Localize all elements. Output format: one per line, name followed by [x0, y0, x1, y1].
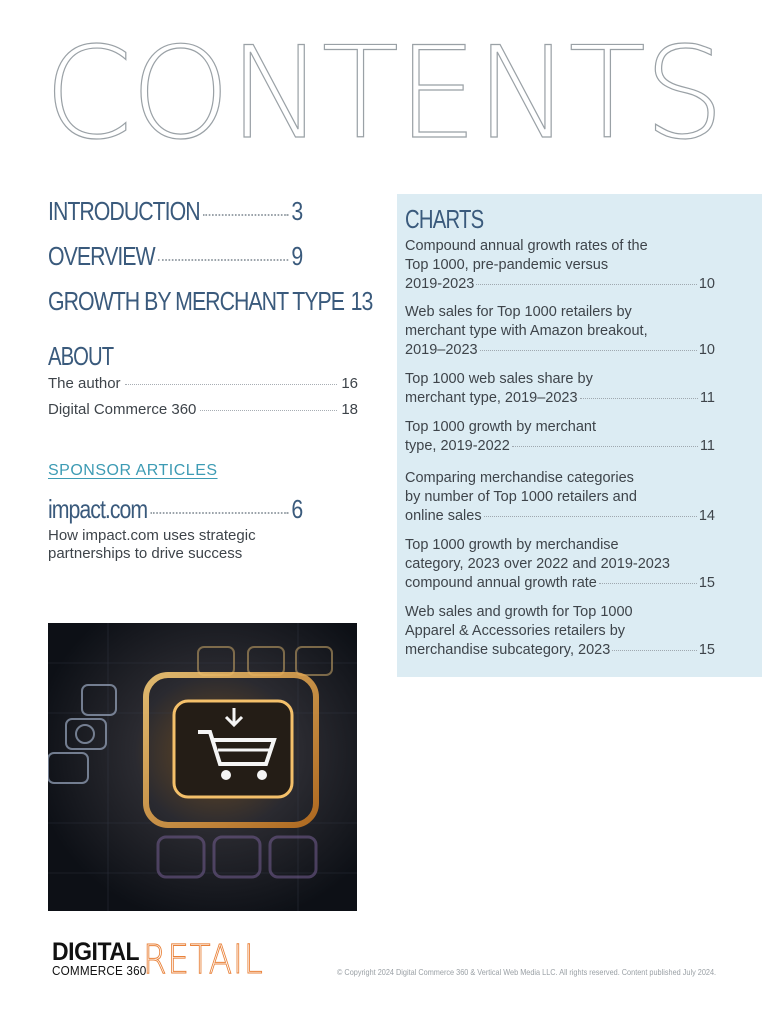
leader-dots: [612, 650, 697, 651]
chart-entry-line: 2019-2023: [405, 276, 475, 292]
chart-entry[interactable]: [405, 536, 715, 593]
chart-entry-line: type, 2019-2022: [405, 438, 510, 454]
leader-dots: [476, 284, 697, 285]
logo-commerce-360: COMMERCE 360: [52, 963, 147, 978]
leader-dots: [599, 583, 697, 584]
leader-dots: [150, 512, 288, 514]
chart-page: 11: [699, 390, 715, 406]
about-heading: ABOUT: [48, 341, 114, 371]
chart-entry-line: Web sales for Top 1000 retailers by: [405, 304, 632, 320]
chart-entry[interactable]: [405, 237, 715, 294]
chart-entry-line: merchant type, 2019–2023: [405, 390, 578, 406]
toc-page: 13: [350, 286, 373, 316]
copyright-notice: © Copyright 2024 Digital Commerce 360 & Vertical Web Media LLC. All rights reserved. Content published July 2024.: [337, 967, 717, 977]
chart-entry-line: Top 1000, pre-pandemic versus: [405, 257, 609, 273]
chart-entry[interactable]: [405, 303, 715, 360]
leader-dots: [484, 516, 697, 517]
sponsor-articles-heading[interactable]: SPONSOR ARTICLES: [48, 462, 218, 479]
chart-entry-line: Comparing merchandise categories: [405, 470, 634, 486]
chart-entry[interactable]: [405, 469, 715, 526]
logo-retail: RETAIL: [143, 937, 264, 983]
page-title: CONTENTS: [44, 19, 723, 167]
chart-page: 10: [698, 342, 715, 358]
toc-item-digital-commerce-360[interactable]: [48, 401, 358, 418]
chart-entry-line: compound annual growth rate: [405, 575, 597, 591]
toc-label: GROWTH BY MERCHANT TYPE: [48, 286, 345, 316]
chart-entry-line: Top 1000 growth by merchant: [405, 419, 597, 435]
chart-entry-line: merchandise subcategory, 2023: [405, 642, 611, 658]
chart-entry[interactable]: [405, 370, 715, 408]
sponsor-description: How impact.com uses strategic partnerships to drive success: [48, 527, 256, 562]
chart-entry-line: online sales: [405, 508, 482, 524]
chart-entry-line: 2019–2023: [405, 342, 478, 358]
leader-dots: [203, 214, 288, 216]
toc-item-introduction[interactable]: [48, 196, 302, 227]
leader-dots: [512, 446, 698, 447]
toc-page: 9: [291, 241, 303, 271]
chart-entry-line: Top 1000 growth by merchandise: [405, 537, 619, 553]
chart-entry[interactable]: [405, 603, 715, 660]
toc-item-author[interactable]: [48, 375, 358, 392]
toc-label: OVERVIEW: [48, 241, 155, 271]
chart-entry[interactable]: [405, 418, 715, 456]
toc-item-impact[interactable]: [48, 494, 302, 525]
chart-page: 11: [699, 438, 715, 454]
leader-dots: [125, 384, 338, 385]
chart-entry-line: by number of Top 1000 retailers and: [405, 489, 637, 505]
chart-entry-line: category, 2023 over 2022 and 2019-2023: [405, 556, 670, 572]
toc-page: 16: [341, 375, 358, 392]
leader-dots: [200, 410, 337, 411]
logo-digital: DIGITAL: [52, 938, 140, 966]
shopping-cart-icon: [48, 623, 357, 911]
toc-item-growth-by-merchant-type[interactable]: [48, 286, 373, 317]
leader-dots: [480, 350, 697, 351]
chart-entry-line: Web sales and growth for Top 1000: [405, 604, 633, 620]
toc-page: 18: [341, 401, 358, 418]
chart-page: 15: [698, 642, 715, 658]
leader-dots: [580, 398, 698, 399]
chart-page: 10: [698, 276, 715, 292]
toc-page: 3: [291, 196, 303, 226]
chart-entry-line: Apparel & Accessories retailers by: [405, 623, 626, 639]
chart-page: 14: [698, 508, 715, 524]
chart-entry-line: Compound annual growth rates of the: [405, 238, 648, 254]
toc-item-overview[interactable]: [48, 241, 302, 272]
toc-label: INTRODUCTION: [48, 196, 200, 226]
leader-dots: [158, 259, 288, 261]
chart-entry-line: merchant type with Amazon breakout,: [405, 323, 648, 339]
chart-page: 15: [698, 575, 715, 591]
ecommerce-illustration: [48, 623, 357, 911]
toc-label: Digital Commerce 360: [48, 401, 197, 418]
charts-heading: CHARTS: [405, 204, 484, 234]
toc-label: The author: [48, 375, 121, 392]
toc-label: impact.com: [48, 494, 148, 524]
toc-page: 6: [291, 494, 303, 524]
chart-entry-line: Top 1000 web sales share by: [405, 371, 593, 387]
